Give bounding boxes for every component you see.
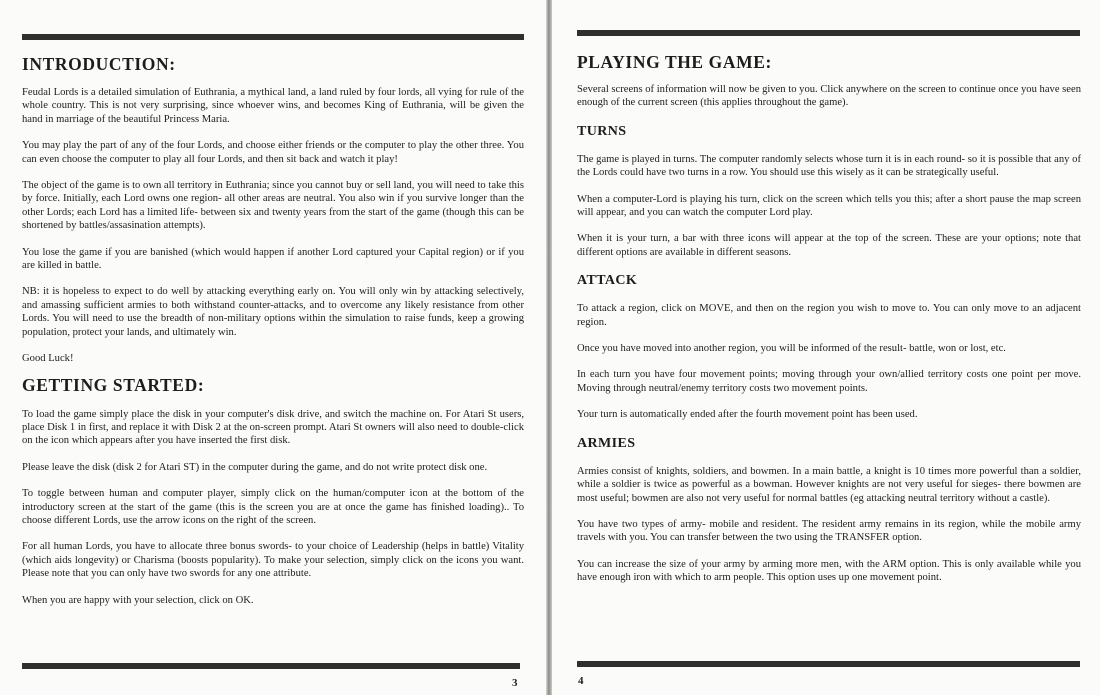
top-rule: [577, 30, 1080, 36]
paragraph: To attack a region, click on MOVE, and then on the region you wish to move to. You can only move to an adjacent region.: [577, 303, 1081, 328]
paragraph: To load the game simply place the disk in your computer's disk drive, and switch the machine on. For Atari St users, place Disk 1 in first, and replace it with Disk 2 at the on-screen prompt. Atari St owners will also need to double-click on the icon which appears after you have inserted the first disk.: [22, 408, 524, 447]
paragraph: To toggle between human and computer player, simply click on the human/computer icon at the bottom of the introductory screen at the start of the game (this is the screen you are at once the game has finished loading).. To choose different Lords, use the arrow icons on the right of the screen.: [22, 488, 524, 526]
paragraph: You have two types of army- mobile and resident. The resident army remains in its region, while the mobile army travels with you. You can transfer between the two using the TRANSFER option.: [577, 518, 1081, 544]
paragraph: Please leave the disk (disk 2 for Atari ST) in the computer during the game, and do not write protect disk one.: [22, 461, 488, 473]
section-heading-attack: ATTACK: [577, 273, 638, 289]
paragraph: Armies consist of knights, soldiers, and bowmen. In a main battle, a knight is 10 times more powerful than a soldier, while a soldier is twice as powerful as a bowman. However knights are not very useful for sieges- there bowmen are most useful; bowmen are also not very useful for normal battles (eg attacking neutral territory without a castle).: [577, 465, 1081, 504]
paragraph: Several screens of information will now be given to you. Click anywhere on the screen to continue once you have seen enough of the current screen (this applies throughout the game).: [577, 84, 1081, 109]
paragraph: You lose the game if you are banished (which would happen if another Lord captured your Capital region) or if you are killed in battle.: [22, 246, 524, 272]
paragraph: Feudal Lords is a detailed simulation of Euthrania, a mythical land, a land ruled by four lords, all vying for rule of the whole country. This is not very surprising, since whoever wins, and becomes King of Euthrania, will be given the hand in marriage of the beautiful Princess Maria.: [22, 87, 524, 125]
paragraph: The game is played in turns. The computer randomly selects whose turn it is in each round- so it is possible that any of the Lords could have two turns in a row. You should use this wisely as it can be strategically useful.: [577, 153, 1081, 179]
paragraph: When a computer-Lord is playing his turn, click on the screen which tells you this; after a short pause the map screen will appear, and you can watch the computer Lord play.: [577, 193, 1081, 219]
right-page: [552, 0, 1100, 695]
paragraph: When you are happy with your selection, click on OK.: [22, 594, 254, 606]
paragraph: Once you have moved into another region, you will be informed of the result- battle, won or lost, etc.: [577, 343, 1006, 355]
paragraph: When it is your turn, a bar with three icons will appear at the top of the screen. These are your options; note that different options are available in different seasons.: [577, 233, 1081, 258]
left-page-content: [22, 54, 524, 607]
paragraph: NB: it is hopeless to expect to do well by attacking everything early on. You will only win by attacking selectively, and amassing sufficient armies to both withstand counter-attacks, and to overcome any likely resistance from other Lords. You will need to use the breadth of non-military options within the simulation to raise funds, keep a growing population, protect your lands, and ultimately win.: [22, 286, 524, 338]
section-heading-armies: ARMIES: [577, 435, 636, 451]
top-rule: [22, 34, 524, 40]
paragraph: You can increase the size of your army by arming more men, with the ARM option. This is only available while you have enough iron with which to arm people. This option uses up one movement point.: [577, 558, 1081, 584]
page-number: 4: [578, 675, 584, 687]
section-heading-getting-started: GETTING STARTED:: [22, 374, 205, 395]
paragraph: For all human Lords, you have to allocate three bonus swords- to your choice of Leadership (helps in battle) Vitality (which aids longevity) or Charisma (boosts popularity). To make your selection, simply click on the icons you want. Please note that you can only have two swords for any one attribute.: [22, 541, 524, 580]
paragraph: Your turn is automatically ended after the fourth movement point has been used.: [577, 409, 918, 421]
page-number: 3: [512, 677, 518, 689]
section-heading-turns: TURNS: [577, 123, 627, 139]
left-page: [0, 0, 548, 695]
paragraph: Good Luck!: [22, 353, 74, 365]
page-title: PLAYING THE GAME:: [577, 52, 772, 72]
paragraph: In each turn you have four movement points; moving through your own/allied territory costs one point per move. Moving through neutral/enemy territory costs two movement points.: [577, 369, 1081, 394]
section-heading-introduction: INTRODUCTION:: [22, 54, 176, 74]
bottom-rule: [22, 663, 520, 669]
paragraph: You may play the part of any of the four Lords, and choose either friends or the computer to play the other three. You can even choose the computer to play all four Lords, and then sit back and watch it play!: [22, 140, 524, 165]
bottom-rule: [577, 661, 1080, 667]
paragraph: The object of the game is to own all territory in Euthrania; since you cannot buy or sell land, you will need to take this by force. Initially, each Lord owns one region- all other areas are neutral. You also win if you survive longer than the other Lords; each Lord has a limited life- between six and twenty years from the start of the game (though this can be shortened by battles/assasination attempts).: [22, 180, 524, 232]
right-page-content: [577, 52, 1081, 585]
